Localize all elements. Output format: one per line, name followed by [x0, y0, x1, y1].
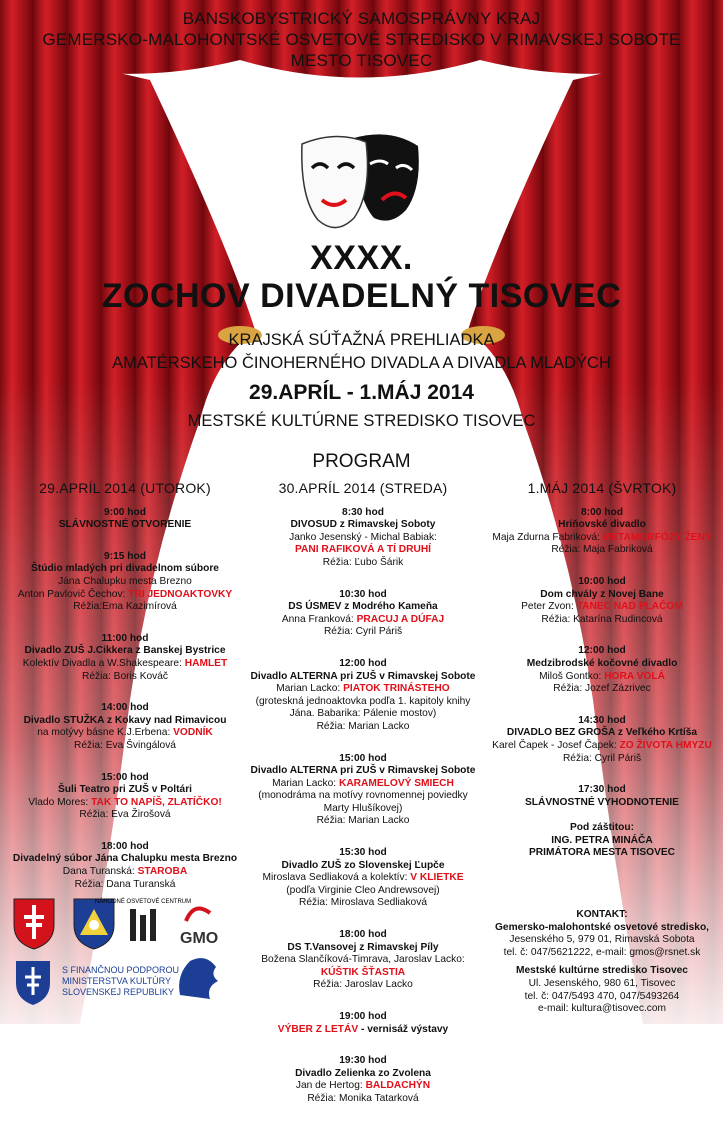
ensemble-name: Divadlo ALTERNA pri ZUŠ v Rimavskej Sobote — [250, 765, 476, 777]
patronage-line: ING. PETRA MINÁČA — [551, 834, 653, 846]
support-line-3: SLOVENSKEJ REPUBLIKY — [62, 987, 175, 997]
director: Réžia: Jozef Zázrivec — [553, 683, 651, 695]
director: Réžia: Boris Kováč — [81, 670, 169, 682]
play-title: VÝBER Z LETÁV — [277, 1023, 359, 1035]
day3-column — [488, 482, 716, 828]
ensemble-name: DIVADLO BEZ GROŠA z Veľkého Krtíša — [506, 727, 698, 739]
play-title: STAROBA — [137, 866, 188, 878]
play-title: TAK TO NAPÍŠ, ZLATÍČKO! — [91, 796, 222, 808]
festival-dates: 29.APRÍL - 1.MÁJ 2014 — [249, 381, 474, 404]
contact-org1: Gemersko-malohontské osvetové stredisko, — [494, 921, 710, 933]
event-time: 19:30 hod — [339, 1055, 387, 1067]
play-author: Marian Lacko: — [272, 777, 337, 789]
subtitle-1: KRAJSKÁ SÚŤAŽNÁ PREHLIADKA — [228, 331, 495, 349]
play-title: PANI RAFIKOVÁ A TÍ DRUHÍ — [294, 544, 432, 556]
program-event — [10, 507, 240, 532]
contact-email2: e-mail: kultura@tisovec.com — [537, 1003, 667, 1015]
play-line — [248, 872, 478, 885]
contact-org2: Mestské kultúrne stredisko Tisovec — [516, 965, 688, 977]
director: Réžia: Cyril Páriš — [562, 752, 642, 764]
play-author: Miroslava Sedliaková a kolektív: — [262, 872, 408, 884]
event-time: 14:30 hod — [578, 714, 626, 726]
program-event — [248, 1011, 478, 1036]
event-note: (monodráma na motívy rovnomennej poviedky — [258, 790, 468, 802]
play-line — [10, 658, 240, 671]
subtitle-2: AMATÉRSKEHO ČINOHERNÉHO DIVADLA A DIVADLA MLADÝCH — [112, 354, 611, 372]
play-line — [488, 740, 716, 753]
event-line: Jána Chalupku mesta Brezno — [58, 575, 192, 587]
patronage-line: Pod záštitou: — [570, 822, 634, 833]
festival-title: ZOCHOV DIVADELNÝ TISOVEC — [101, 277, 622, 315]
support-line-1: S FINANČNOU PODPOROU — [62, 965, 180, 975]
event-time: 12:00 hod — [339, 657, 387, 669]
play-line — [248, 778, 478, 791]
event-line: SLÁVNOSTNÉ OTVORENIE — [58, 519, 192, 531]
contact-addr2: Ul. Jesenského, 980 61, Tisovec — [528, 977, 676, 989]
play-title: VODNÍK — [173, 727, 213, 739]
ensemble-name: Divadlo ZUŠ zo Slovenskej Ľupče — [281, 859, 445, 871]
day3-label: 1.MÁJ 2014 (ŠVRTOK) — [527, 480, 677, 496]
director: Réžia: Jaroslav Lacko — [313, 979, 413, 991]
patronage-line: PRIMÁTORA MESTA TISOVEC — [528, 847, 676, 859]
event-time: 19:00 hod — [339, 1011, 387, 1022]
play-author: Anna Franková: — [281, 613, 354, 625]
ensemble-name: DIVOSUD z Rimavskej Soboty — [290, 519, 436, 531]
play-title: V KLIETKE — [410, 872, 464, 884]
ensemble-name: DS T.Vansovej z Rimavskej Píly — [287, 941, 439, 953]
event-time: 9:00 hod — [104, 506, 146, 518]
play-title: PRACUJ A DÚFAJ — [356, 613, 445, 625]
program-event — [488, 715, 716, 765]
play-author: Karel Čapek - Josef Čapek: — [492, 739, 617, 751]
program-event — [248, 507, 478, 570]
ensemble-name: Medzibrodské kočovné divadlo — [526, 657, 678, 669]
play-author: Kolektív Divadla a W.Shakespeare: — [22, 657, 182, 669]
play-line — [488, 532, 716, 545]
program-event — [10, 772, 240, 822]
gmo-logo-text: GMO — [180, 930, 219, 947]
play-author: Maja Zdurna Fabriková: — [492, 531, 600, 543]
program-event — [248, 847, 478, 910]
event-time: 18:00 hod — [339, 929, 387, 941]
ensemble-name: Divadelný súbor Jána Chalupku mesta Brezno — [12, 853, 238, 865]
director: Réžia: Eva Švingálová — [74, 739, 176, 751]
director: Réžia: Miroslava Sedliaková — [299, 897, 427, 909]
event-time: 12:00 hod — [578, 645, 626, 657]
play-title: HAMLET — [184, 657, 228, 669]
play-note: - vernisáž výstavy — [358, 1023, 449, 1035]
contact-addr1: Jesenského 5, 979 01, Rimavská Sobota — [509, 934, 695, 946]
play-title: KARAMELOVÝ SMIECH — [338, 777, 454, 789]
venue: MESTSKÉ KULTÚRNE STREDISKO TISOVEC — [187, 412, 536, 430]
ensemble-name: Šuli Teatro pri ZUŠ v Poltári — [58, 784, 192, 796]
support-line-2: MINISTERSTVA KULTÚRY — [62, 976, 172, 986]
event-time: 8:00 hod — [581, 506, 623, 518]
organizer-2: GEMERSKO-MALOHONTSKÉ OSVETOVÉ STREDISKO V RIMAVSKEJ SOBOTE — [42, 30, 681, 49]
play-title: PIATOK TRINÁSTEHO — [343, 683, 450, 695]
gmo-logo-icon — [180, 909, 218, 948]
director: Réžia: Maja Fabriková — [551, 544, 653, 556]
ensemble-name: Štúdio mladých pri divadelnom súbore — [31, 563, 219, 575]
play-title: BALDACHÝN — [365, 1080, 431, 1092]
director: Réžia:Ema Kazimírová — [73, 601, 177, 613]
ministry-crest-icon — [16, 961, 50, 1005]
event-time: 18:00 hod — [101, 840, 149, 852]
director: Réžia: Eva Žirošová — [79, 809, 171, 821]
ensemble-name: Divadlo STUŽKA z Kokavy nad Rimavicou — [23, 714, 227, 726]
play-author: Peter Zvon: — [521, 601, 574, 613]
town-crest-icon — [74, 899, 114, 949]
day2-label: 30.APRÍL 2014 (STREDA) — [278, 480, 448, 496]
edition: XXXX. — [310, 239, 413, 277]
event-time: 15:00 hod — [339, 752, 387, 764]
event-time: 17:30 hod — [578, 784, 626, 796]
ensemble-name: Hriňovské divadlo — [558, 519, 646, 531]
day1-column — [10, 482, 240, 910]
patronage-block — [488, 822, 716, 860]
program-event — [10, 551, 240, 614]
play-line — [248, 614, 478, 627]
event-time: 15:00 hod — [101, 771, 149, 783]
director: Réžia: Cyril Páriš — [323, 626, 403, 638]
partner-logos — [10, 895, 250, 1020]
contact-phone1: tel. č: 047/5621222, e-mail: gmos@rsnet.sk — [503, 946, 701, 958]
program-event — [488, 507, 716, 557]
play-line — [248, 544, 478, 557]
play-author: Vlado Mores: — [28, 796, 89, 808]
director: Réžia: Katarína Rudincová — [541, 613, 663, 625]
play-title: TANEC NAD PLAČOM — [576, 601, 683, 613]
program-heading: PROGRAM — [312, 451, 411, 472]
event-time: 11:00 hod — [101, 632, 149, 644]
ensemble-name: Divadlo Zelienka zo Zvolena — [295, 1067, 431, 1079]
program-event — [488, 576, 716, 626]
ensemble-name: Divadlo ZUŠ J.Cikkera z Banskej Bystrice — [24, 645, 226, 657]
event-time: 8:30 hod — [342, 506, 384, 518]
program-event — [488, 645, 716, 695]
play-title: KÚŠTIK ŠŤASTIA — [320, 966, 406, 978]
program-event — [10, 841, 240, 891]
event-time: 15:30 hod — [339, 847, 387, 859]
organizer-3: MESTO TISOVEC — [290, 51, 433, 70]
play-line — [10, 866, 240, 879]
play-title: HORA VOLÁ — [604, 670, 665, 682]
event-note: (groteskná jednoaktovka podľa 1. kapitoly knihy — [255, 695, 471, 707]
play-line — [248, 683, 478, 696]
profile-silhouette-icon — [179, 958, 218, 999]
director: Réžia: Ľubo Šárik — [322, 556, 404, 568]
event-time: 10:00 hod — [578, 575, 626, 587]
program-event — [10, 702, 240, 752]
play-title: METAMORFÓZY ŽENY — [602, 531, 712, 543]
play-line — [10, 589, 240, 602]
day2-column — [248, 482, 478, 1125]
ensemble-name: DS ÚSMEV z Modrého Kameňa — [288, 601, 438, 613]
play-line — [248, 1080, 478, 1093]
event-time: 10:30 hod — [339, 588, 387, 600]
play-title: ZO ŽIVOTA HMYZU — [619, 739, 712, 751]
contact-heading: KONTAKT: — [576, 909, 628, 920]
contact-phone2: tel. č: 047/5493 470, 047/5493264 — [524, 990, 680, 1002]
play-line — [488, 671, 716, 684]
ensemble-name: Dom chvály z Novej Bane — [540, 588, 664, 600]
play-line — [248, 967, 478, 980]
program-event — [248, 658, 478, 734]
event-line: Božena Slančíková-Timrava, Jaroslav Lacko: — [261, 954, 465, 966]
play-author: na motývy básne K.J.Erbena: — [37, 727, 171, 739]
play-line — [10, 727, 240, 740]
program-event — [488, 784, 716, 809]
program-event — [248, 929, 478, 992]
event-line: SLÁVNOSTNÉ VYHODNOTENIE — [525, 796, 679, 808]
ensemble-name: Divadlo ALTERNA pri ZUŠ v Rimavskej Sobote — [250, 670, 476, 682]
play-line — [488, 601, 716, 614]
program-event — [248, 753, 478, 829]
director: Réžia: Monika Tatarková — [307, 1092, 419, 1104]
play-author: Miloš Gontko: — [539, 670, 602, 682]
play-line — [10, 797, 240, 810]
event-time: 9:15 hod — [104, 550, 146, 562]
play-title: TRI JEDNOAKTOVKY — [128, 588, 233, 600]
partner-logo-group — [10, 895, 250, 1015]
organizer-1: BANSKOBYSTRICKÝ SAMOSPRÁVNY KRAJ — [182, 9, 541, 28]
event-note: Jána. Babarika: Pálenie mostov) — [289, 708, 437, 720]
program-event — [248, 1055, 478, 1105]
event-line: Janko Jesenský - Michal Babiak: — [289, 531, 437, 543]
play-author: Jan de Hertog: — [295, 1080, 363, 1092]
director: Réžia: Marian Lacko — [316, 815, 410, 827]
event-note: Marty Hlušíkovej) — [323, 802, 403, 814]
program-event — [248, 589, 478, 639]
play-author: Marian Lacko: — [276, 683, 341, 695]
play-author: Dana Turanská: — [62, 866, 135, 878]
centre-logo-text: NÁRODNÉ OSVETOVÉ CENTRUM — [94, 899, 192, 905]
director: Réžia: Marian Lacko — [316, 720, 410, 732]
director: Réžia: Dana Turanská — [74, 878, 176, 890]
event-time: 14:00 hod — [101, 702, 149, 714]
national-centre-logo-icon — [130, 909, 156, 941]
contact-block — [488, 909, 716, 1016]
theatre-masks-icon — [296, 128, 426, 238]
event-note: (podľa Virginie Cleo Andrewsovej) — [286, 884, 440, 896]
play-line — [248, 1024, 478, 1037]
play-author: Anton Pavlovič Čechov: — [17, 588, 126, 600]
program-event — [10, 633, 240, 683]
region-crest-icon — [14, 899, 54, 949]
day1-label: 29.APRÍL 2014 (UTOROK) — [39, 480, 211, 496]
